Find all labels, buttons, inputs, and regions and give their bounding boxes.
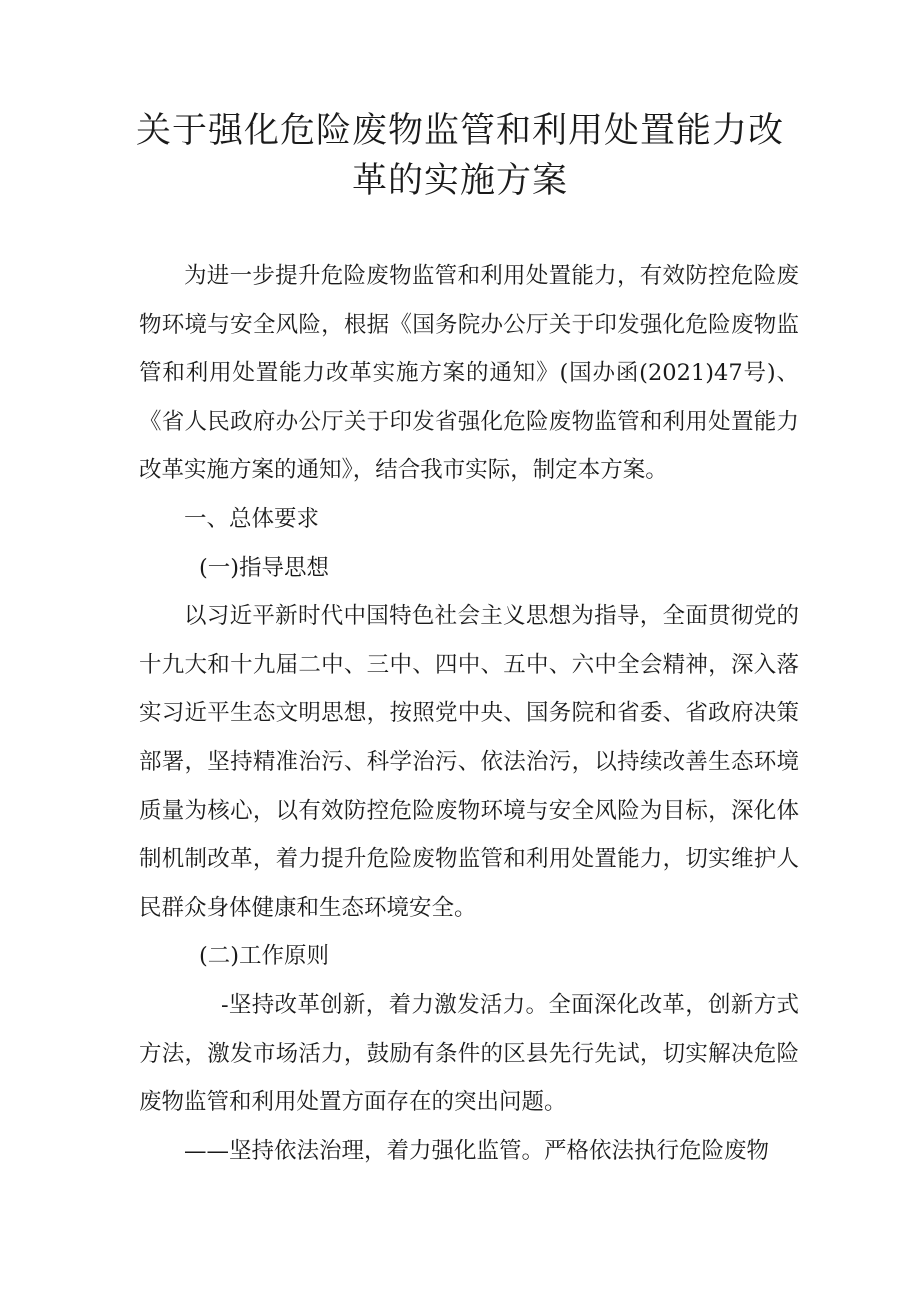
principle-rule-of-law-paragraph: ——坚持依法治理，着力强化监管。严格依法执行危险废物 — [184, 1137, 770, 1164]
subsection-heading-guiding-ideology: (一)指导思想 — [199, 554, 330, 581]
document-title-line-2: 革的实施方案 — [351, 161, 568, 201]
principle-reform-innovation-paragraph: -坚持改革创新，着力激发活力。全面深化改革，创新方式方法，激发市场活力，鼓励有条件的区县先行先试，切实解决危险废物监管和利用处置方面存在的突出问题。 — [139, 991, 799, 1116]
subsection-heading-working-principles: (二)工作原则 — [199, 943, 330, 970]
document-body — [139, 252, 799, 1175]
intro-paragraph: 为进一步提升危险废物监管和利用处置能力，有效防控危险废物环境与安全风险，根据《国务院办公厅关于印发强化危险废物监管和利用处置能力改革实施方案的通知》(国办函(2021)47号)、《省人民政府办公厅关于印发省强化危险废物监管和利用处置能力改革实施方案的通知》，结合我市实际，制定本方案。 — [139, 263, 799, 484]
guiding-ideology-paragraph: 以习近平新时代中国特色社会主义思想为指导，全面贯彻党的十九大和十九届二中、三中、四中、五中、六中全会精神，深入落实习近平生态文明思想，按照党中央、国务院和省委、省政府决策部署，坚持精准治污、科学治污、依法治污，以持续改善生态环境质量为核心，以有效防控危险废物环境与安全风险为目标，深化体制机制改革，着力提升危险废物监管和利用处置能力，切实维护人民群众身体健康和生态环境安全。 — [139, 603, 799, 921]
document-title-line-1: 关于强化危险废物监管和利用处置能力改 — [135, 111, 784, 151]
section-heading-general-requirements: 一、总体要求 — [184, 505, 320, 532]
